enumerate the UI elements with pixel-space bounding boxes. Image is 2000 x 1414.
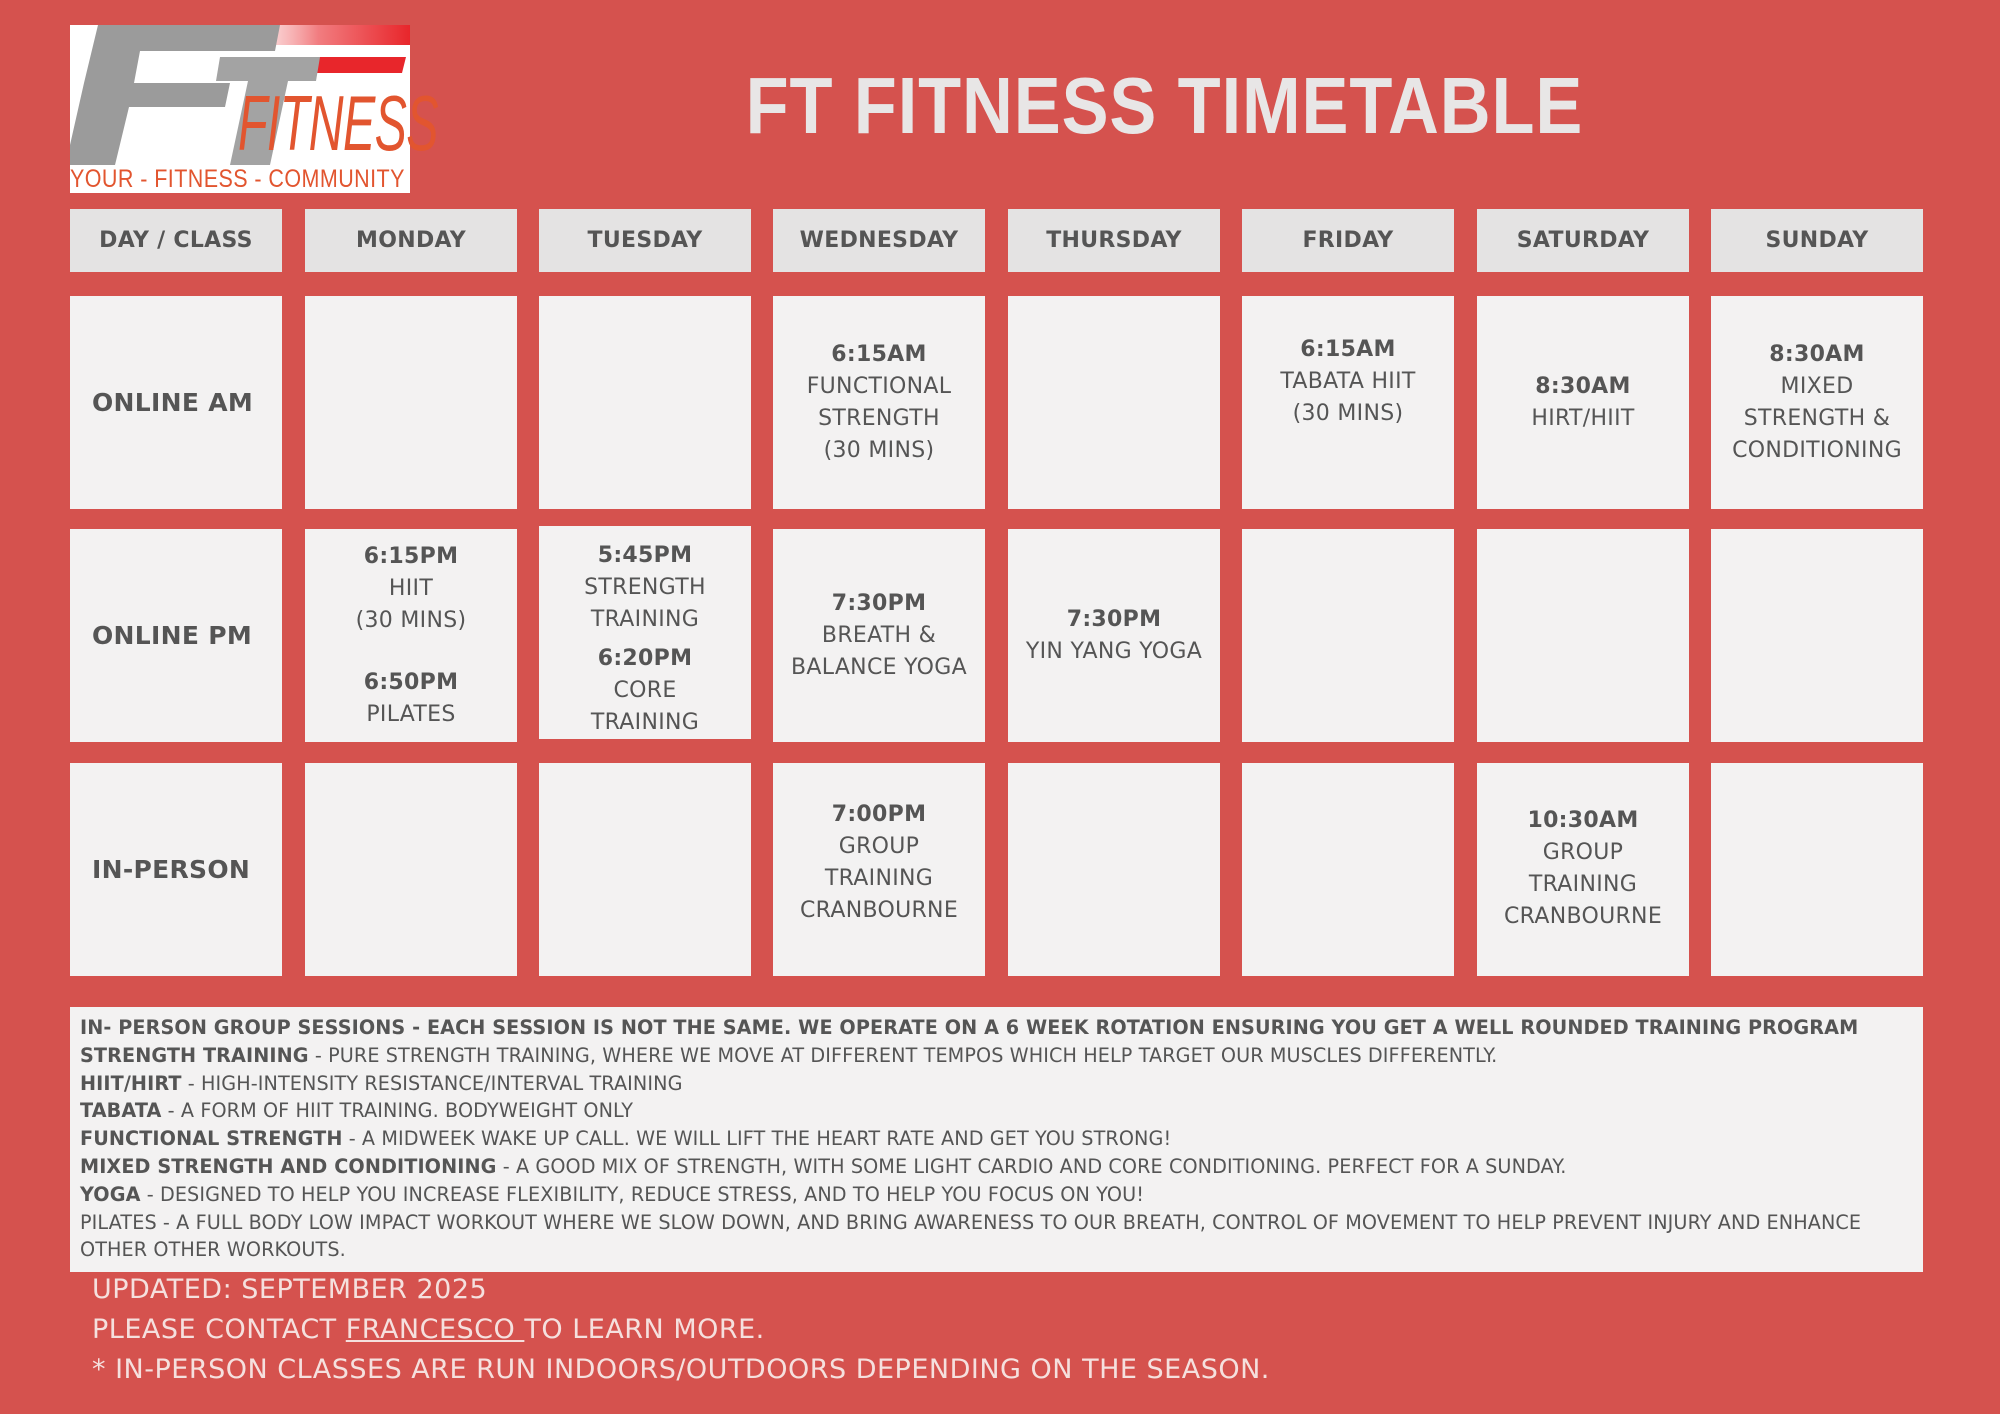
cell-online-pm-saturday — [1477, 529, 1689, 742]
row-label-online-am — [70, 296, 282, 509]
note-desc: - A FORM OF HIIT TRAINING. BODYWEIGHT ONLY — [161, 1099, 634, 1123]
row-label-in-person — [70, 763, 282, 976]
class-time: 10:30AM — [1527, 808, 1639, 833]
note-desc: - PURE STRENGTH TRAINING, WHERE WE MOVE AT DIFFERENT TEMPOS WHICH HELP TARGET OUR MUSCLES DIFFERENTLY. — [308, 1043, 1498, 1067]
logo-tagline: YOUR - FITNESS - COMMUNITY — [70, 165, 405, 193]
class-time: 6:15AM — [1300, 337, 1396, 362]
class-time: 6:50PM — [363, 670, 459, 695]
note-line — [80, 1070, 1913, 1098]
header-saturday: SATURDAY — [1477, 209, 1689, 272]
footer — [92, 1270, 1270, 1390]
note-line — [80, 1097, 1913, 1125]
cell-online-pm-sunday — [1711, 529, 1923, 742]
header-sunday: SUNDAY — [1711, 209, 1923, 272]
note-desc: PILATES - A FULL BODY LOW IMPACT WORKOUT WHERE WE SLOW DOWN, AND BRING AWARENESS TO OUR BREATH, CONTROL OF MOVEMENT TO HELP PREVENT INJURY AND ENHANCE OTHER OTHER WORKOUTS. — [80, 1210, 1862, 1262]
header-tuesday: TUESDAY — [539, 209, 751, 272]
cell-online-am-saturday — [1477, 296, 1689, 509]
updated-date: UPDATED: SEPTEMBER 2025 — [92, 1274, 488, 1305]
season-note: * IN-PERSON CLASSES ARE RUN INDOORS/OUTDOORS DEPENDING ON THE SEASON. — [92, 1354, 1270, 1385]
note-desc: - A MIDWEEK WAKE UP CALL. WE WILL LIFT THE HEART RATE AND GET YOU STRONG! — [342, 1127, 1172, 1151]
cell-in-person-monday — [305, 763, 517, 976]
class-name: STRENGTH — [818, 405, 940, 431]
francesco-link[interactable]: FRANCESCO — [345, 1314, 525, 1345]
note-term: IN- PERSON GROUP SESSIONS - EACH SESSION IS NOT THE SAME. WE OPERATE ON A 6 WEEK ROTATION ENSURING YOU GET A WELL ROUNDED TRAINING PROGRAM — [80, 1016, 1859, 1039]
class-location: CRANBOURNE — [1503, 904, 1663, 929]
class-time: 6:15AM — [831, 341, 927, 367]
header-wednesday: WEDNESDAY — [773, 209, 985, 272]
class-time: 7:30PM — [1066, 606, 1162, 632]
class-time: 6:20PM — [597, 646, 693, 671]
page-title: FT FITNESS TIMETABLE — [745, 61, 1584, 150]
note-line — [80, 1125, 1913, 1153]
cell-online-pm-wednesday — [773, 529, 985, 742]
class-name: FUNCTIONAL — [806, 373, 952, 399]
cell-online-pm-thursday — [1008, 529, 1220, 742]
header-thursday: THURSDAY — [1008, 209, 1220, 272]
note-line — [80, 1042, 1913, 1070]
class-time: 8:30AM — [1535, 373, 1631, 399]
class-name: GROUP — [838, 834, 920, 859]
cell-online-am-sunday — [1711, 296, 1923, 509]
class-name: TRAINING — [590, 607, 700, 632]
class-name: PILATES — [366, 702, 456, 727]
class-time: 8:30AM — [1769, 341, 1865, 367]
note-desc: - HIGH-INTENSITY RESISTANCE/INTERVAL TRAINING — [181, 1071, 683, 1095]
class-duration: (30 MINS) — [823, 437, 935, 463]
class-name: STRENGTH & — [1743, 405, 1891, 431]
class-location: CRANBOURNE — [799, 898, 959, 923]
cell-online-am-wednesday — [773, 296, 985, 509]
note-term: TABATA — [80, 1099, 162, 1123]
class-name: HIRT/HIIT — [1531, 405, 1635, 431]
class-name: MIXED — [1780, 373, 1854, 399]
note-term: HIIT/HIRT — [80, 1071, 182, 1095]
class-name: TRAINING — [824, 866, 934, 891]
note-term: YOGA — [80, 1182, 141, 1206]
cell-online-am-monday — [305, 296, 517, 509]
class-time: 7:00PM — [831, 802, 927, 827]
class-name: YIN YANG YOGA — [1025, 638, 1203, 664]
cell-in-person-tuesday — [539, 763, 751, 976]
note-line — [80, 1014, 1913, 1042]
class-name: STRENGTH — [584, 575, 706, 600]
cell-in-person-wednesday — [773, 763, 985, 976]
cell-online-pm-monday — [305, 529, 517, 742]
note-term: STRENGTH TRAINING — [80, 1043, 309, 1067]
class-descriptions — [70, 1007, 1923, 1272]
note-term: FUNCTIONAL STRENGTH — [80, 1127, 343, 1151]
note-desc: - A GOOD MIX OF STRENGTH, WITH SOME LIGHT CARDIO AND CORE CONDITIONING. PERFECT FOR A SUNDAY. — [496, 1154, 1567, 1178]
cell-in-person-friday — [1242, 763, 1454, 976]
class-time: 6:15PM — [363, 544, 459, 569]
cell-in-person-saturday — [1477, 763, 1689, 976]
note-desc: - DESIGNED TO HELP YOU INCREASE FLEXIBILITY, REDUCE STRESS, AND TO HELP YOU FOCUS ON YOU! — [140, 1182, 1145, 1206]
row-label-online-pm — [70, 529, 282, 742]
class-duration: (30 MINS) — [355, 608, 467, 633]
note-term: MIXED STRENGTH AND CONDITIONING — [80, 1154, 497, 1178]
class-name: TRAINING — [1528, 872, 1638, 897]
cell-online-am-thursday — [1008, 296, 1220, 509]
cell-in-person-thursday — [1008, 763, 1220, 976]
note-line — [80, 1209, 1913, 1265]
class-time: 5:45PM — [597, 543, 693, 568]
contact-line: PLEASE CONTACT FRANCESCO TO LEARN MORE. — [92, 1314, 765, 1345]
class-name: BREATH & — [821, 622, 937, 648]
class-name: TABATA HIIT — [1280, 369, 1416, 394]
row-label-text: IN-PERSON — [92, 854, 251, 884]
cell-online-pm-friday — [1242, 529, 1454, 742]
note-line — [80, 1181, 1913, 1209]
class-name: HIIT — [388, 576, 434, 601]
logo-wordmark: FITNESS — [238, 79, 438, 167]
class-name: CORE — [613, 678, 677, 703]
cell-online-pm-tuesday — [539, 526, 751, 739]
cell-online-am-tuesday — [539, 296, 751, 509]
class-time: 7:30PM — [831, 590, 927, 616]
class-name: CONDITIONING — [1732, 437, 1902, 463]
cell-online-am-friday — [1242, 296, 1454, 509]
cell-in-person-sunday — [1711, 763, 1923, 976]
header-day-class: DAY / CLASS — [70, 209, 282, 272]
row-label-text: ONLINE AM — [92, 387, 254, 417]
class-name: BALANCE YOGA — [791, 654, 967, 680]
class-duration: (30 MINS) — [1292, 401, 1404, 426]
note-line — [80, 1153, 1913, 1181]
class-name: TRAINING — [590, 710, 700, 735]
row-label-text: ONLINE PM — [92, 620, 253, 650]
ft-fitness-logo — [70, 25, 438, 193]
header-monday: MONDAY — [305, 209, 517, 272]
header-friday: FRIDAY — [1242, 209, 1454, 272]
class-name: GROUP — [1542, 840, 1624, 865]
